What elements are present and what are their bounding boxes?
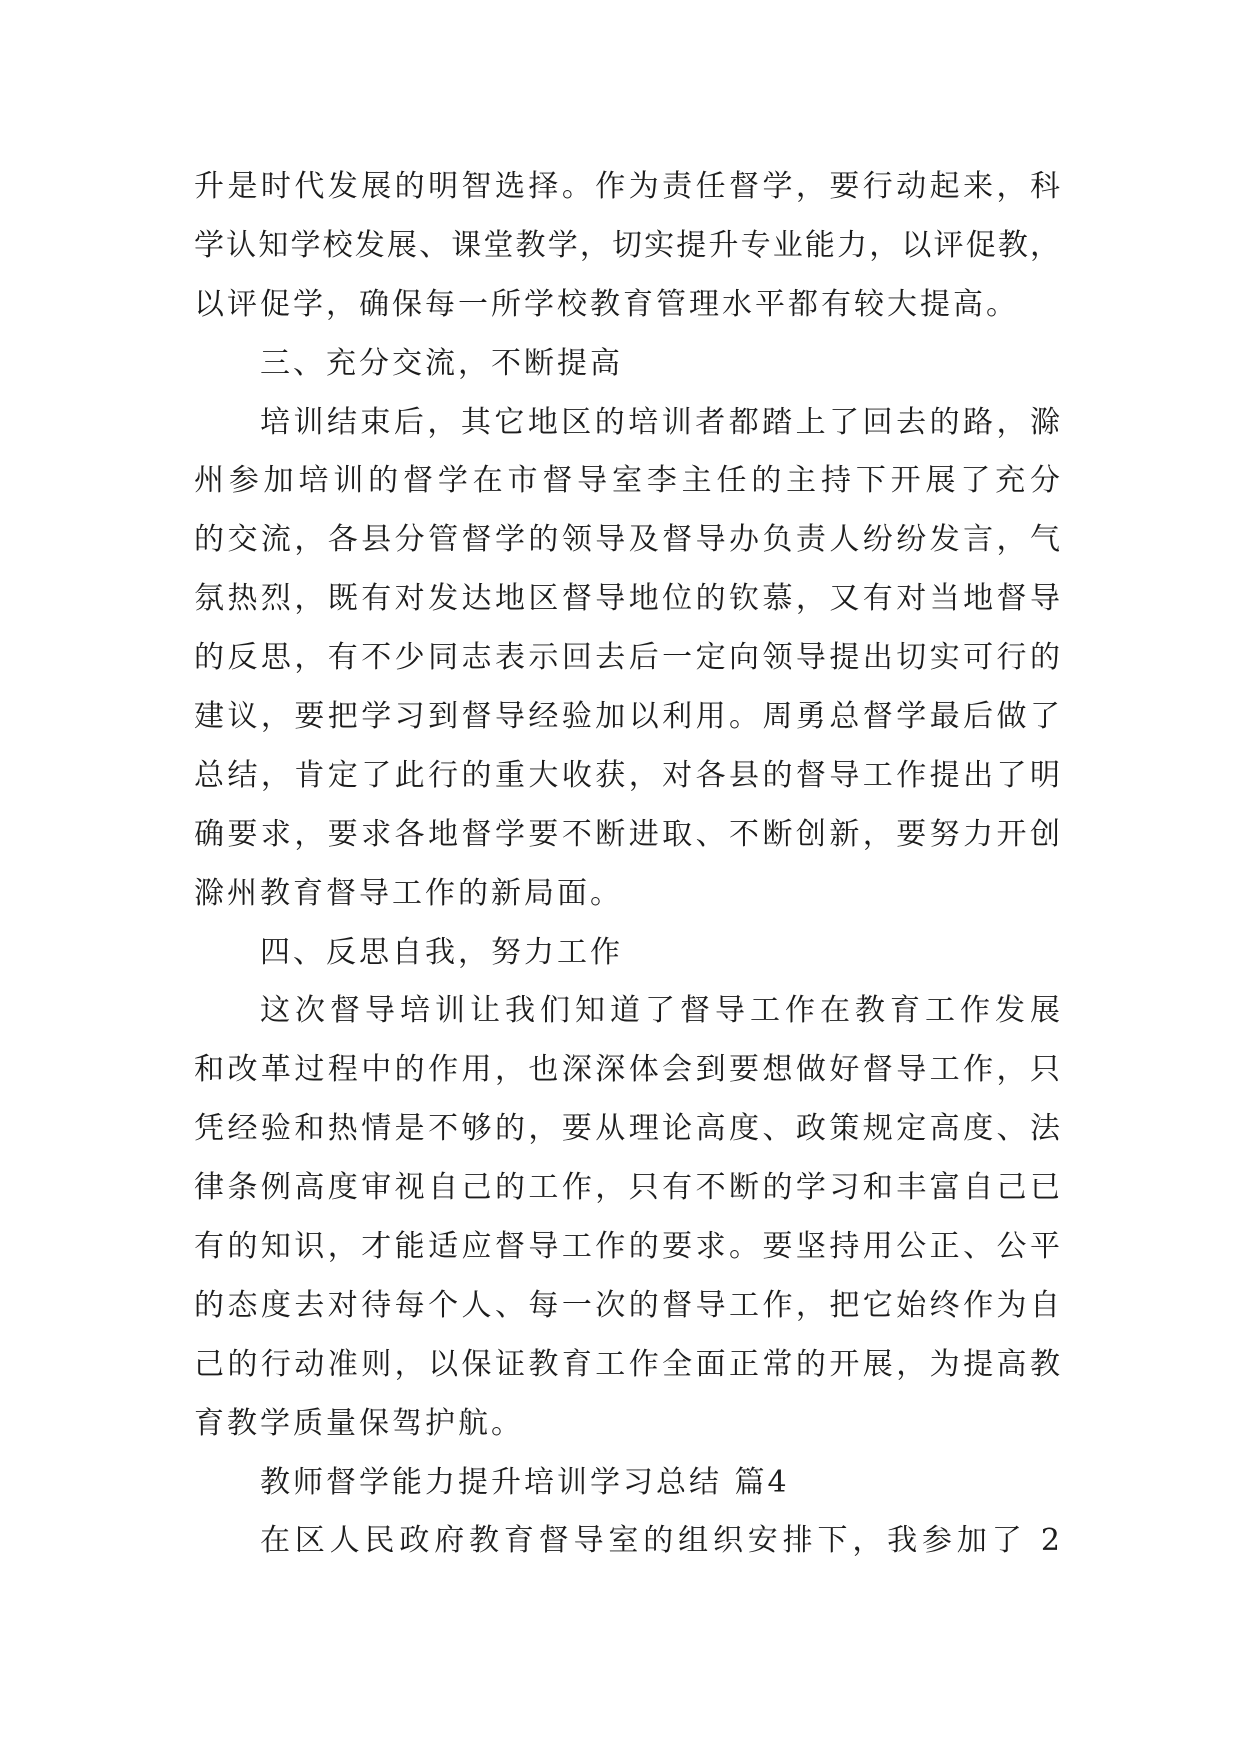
text-line: 的交流，各县分管督学的领导及督导办负责人纷纷发言，气 [194,522,1060,558]
text-line: 己的行动准则，以保证教育工作全面正常的开展，为提高教 [194,1346,1060,1382]
section-heading: 四、反思自我，努力工作 [260,934,623,970]
text-line: 育教学质量保驾护航。 [194,1405,524,1441]
text-line: 建议，要把学习到督导经验加以利用。周勇总督学最后做了 [194,699,1060,735]
document-body [194,158,1060,1571]
paragraph [194,394,1060,924]
text-line: 州参加培训的督学在市督导室李主任的主持下开展了充分 [194,463,1060,499]
text-line: 学认知学校发展、课堂教学，切实提升专业能力，以评促教， [194,227,1060,263]
text-line: 和改革过程中的作用，也深深体会到要想做好督导工作，只 [194,1052,1060,1088]
text-line: 在区人民政府教育督导室的组织安排下，我参加了 2 [260,1523,1060,1559]
text-line: 确要求，要求各地督学要不断进取、不断创新，要努力开创 [194,816,1060,852]
text-line: 有的知识，才能适应督导工作的要求。要坚持用公正、公平 [194,1229,1060,1265]
text-line: 以评促学，确保每一所学校教育管理水平都有较大提高。 [194,286,1019,322]
text-line: 总结，肯定了此行的重大收获，对各县的督导工作提出了明 [194,757,1060,793]
paragraph [194,1512,1060,1571]
text-line: 律条例高度审视自己的工作，只有不断的学习和丰富自己已 [194,1170,1060,1206]
text-line: 的态度去对待每个人、每一次的督导工作，把它始终作为自 [194,1287,1060,1323]
article-title: 教师督学能力提升培训学习总结 篇4 [260,1464,790,1500]
text-line: 滁州教育督导工作的新局面。 [194,875,623,911]
text-line: 的反思，有不少同志表示回去后一定向领导提出切实可行的 [194,640,1060,676]
section-heading: 三、充分交流，不断提高 [260,345,623,381]
paragraph [194,982,1060,1453]
text-line: 培训结束后，其它地区的培训者都踏上了回去的路，滁 [260,404,1060,440]
text-line: 凭经验和热情是不够的，要从理论高度、政策规定高度、法 [194,1111,1060,1147]
text-line: 氛热烈，既有对发达地区督导地位的钦慕，又有对当地督导 [194,581,1060,617]
text-line: 这次督导培训让我们知道了督导工作在教育工作发展 [260,993,1060,1029]
text-line: 升是时代发展的明智选择。作为责任督学，要行动起来，科 [194,169,1060,204]
paragraph-continued [194,158,1060,335]
